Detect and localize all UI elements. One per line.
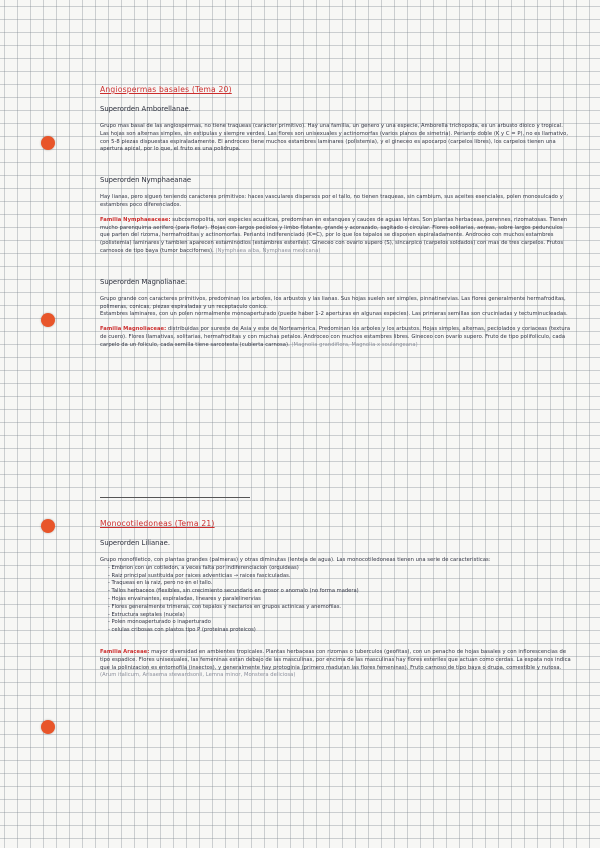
- section-title: Angiospermas basales (Tema 20): [100, 85, 232, 94]
- binder-hole-1: [41, 136, 55, 150]
- list-item: - Embrion con un cotiledon, a veces falta por indiferenciacion (orquideas): [108, 564, 299, 571]
- magnolianae-text-2: Estambres laminares, con un polen normalmente monoaperturado (puede haber 1-2 aperturas en algunas especies). Las primeras semillas son cruciniadas y tectuminucleadas.: [100, 311, 568, 318]
- family-label: Familia Magnoliaceae:: [100, 326, 167, 333]
- magnolianae-heading: Superorden Magnolianae.: [100, 277, 188, 286]
- list-item: - Flores generalmente trimeras, con tepalos y nectarios en grupos actinicas y anemofilas.: [108, 603, 342, 610]
- araceae-family: [100, 649, 572, 680]
- lilianae-intro: Grupo monofiletico, con plantas grandes (palmeras) y otras diminutas (lenteja de agua). Las monocotiledoneas tienen una serie de caracteristicas:: [100, 557, 491, 563]
- notes-section-1: [100, 84, 572, 350]
- section-title: Monocotiledoneas (Tema 21): [100, 519, 215, 528]
- family-examples: (Arum italicum, Arisaema stewardsonii, Lemna minor, Monstera deliciosa): [100, 672, 296, 679]
- lilianae-characteristics: [100, 565, 572, 635]
- list-item: - Raiz principal sustituida por raices adventicias → raices fasciculadas.: [108, 572, 291, 579]
- section-divider: [100, 497, 250, 498]
- binder-hole-2: [41, 313, 55, 327]
- family-label: Familia Nymphaeaceae:: [100, 216, 171, 223]
- nymphaeanae-text: Hay lianas, pero siguen teniendo caracteres primitivos: haces vasculares dispersos por el tallo, no tienen traqueas, sin cambium, sus aceites esenciales, polen monosulcado y estambres poco diferenciados.: [100, 194, 563, 208]
- family-description: mayor diversidad en ambientes tropicales. Plantas herbaceas con rizomas o tuberculos (geofitas), con un penacho de hojas basales y con inflorescencias de tipo espadice. Flores unisexuales, las femeninas estan debajo de las masculinas, por encima de las masculinas hay flores esteriles que actuan como cerdas. La espata nos indica que la polinizacion es entomofila (insectos), y generalmente hay protoginia (primero maduran las flores femeninas). Fruto carnoso de tipo baya o drupa, comestible y nutosa.: [100, 648, 571, 671]
- family-examples: (Magnolia grandiflora, Magnolia x soulangeana): [291, 341, 418, 348]
- family-description: subcosmopolita, son especies acuaticas, predominan en estanques y cauces de aguas lentas. Son plantas herbaceas, perennes, rizomatosas. Tienen mucho parenquima aerifero (para flotar). Hojas con largos peciolos y limbo flotante, grande y acorazado, sagitado o circular. Flores solitarias, aereas, sobre largos pedunculos que parten del rizoma, hermafroditas y actinomorfas. Perianto indiferenciado (K=C), por lo que los tepalos se disponen espiraladamente. Androceo con muchos estambres (polistemia) laminares y tambien aparecen estaminodios (estambres esteriles). Gineceo con ovario supero (S), sincarpico (carpelos soldados) con mas de tres carpelos. Frutos carnosos de tipo baya (tumor baccifornes).: [100, 216, 568, 254]
- list-item: - Estructura septales (nucela): [108, 611, 185, 618]
- notes-section-2: [100, 518, 572, 680]
- family-examples: (Nymphaea alba, Nymphaea mexicana): [215, 247, 321, 254]
- nymphaeanae-heading: Superorden Nymphaeanae: [100, 176, 192, 185]
- list-item: - Tallos herbaceos (flexibles, sin crecimiento secundario en grosor o anomalo (no forma madera): [108, 588, 359, 595]
- list-item: - Traqueas en la raiz, pero no en el tallo.: [108, 580, 213, 587]
- amborellanae-text: Grupo mas basal de las angiospermas, no tiene traqueas (caracter primitivo). Hay una familia, un genero y una especie, Amborella trichopoda, es un arbusto dioico y tropical. Las hojas son alternas simples, sin estipulas y siempre verdes. Las flores son unisexuales y actinomorfas (varios planos de simetria). Perianto doble (K y C = P), no es llamativo, con 5-8 piezas dispuestas espiraladamente. El androceo tiene muchos estambres laminares (polistemia), y el gineceo es apocarpo (carpelos libres), los carpelos tienen una apertura apical, por lo que, el fruto es una polidrupa.: [100, 123, 569, 153]
- list-item: - Hojas envainantes, espiraladas, lineares y paralelinervias: [108, 595, 261, 602]
- amborellanae-heading: Superorden Amborellanae.: [100, 105, 191, 113]
- family-label: Familia Araceae:: [100, 648, 150, 655]
- list-item: - Polen monoaperturado o inaperturado: [108, 619, 211, 626]
- magnolianae-text-1: Grupo grande con caracteres primitivos, predominan los arboles, los arbustos y las lianas. Sus hojas suelen ser simples, pinnatinervias. Las flores generalmente hermafroditas, polimeras, conicas, piezas espiraladas y un receptaculo conico.: [100, 295, 566, 310]
- magnoliaceae-family: [100, 326, 572, 349]
- nymphaeaceae-family: [100, 217, 572, 256]
- binder-hole-3: [41, 519, 55, 533]
- lilianae-heading: Superorden Lilianae.: [100, 539, 170, 547]
- list-item: - celulas cribosas con plastos tipo P (proteinas proteicos): [108, 627, 256, 634]
- binder-hole-4: [41, 720, 55, 734]
- family-description: distribuidas por sureste de Asia y este de Norteamerica. Predominan los arboles y los arbustos. Hojas simples, alternas, peciolados y coriaceas (textura de cuero). Flores llamativas, solitarias, hermafroditas y con muchas petalos. Androceo con muchos estambres libres. Gineceo con ovario supero. Fruto de tipo polifoliculo, cada carpelo da un foliculo, cada semilla tiene sarcotesta (cubierta carnosa).: [100, 326, 571, 348]
